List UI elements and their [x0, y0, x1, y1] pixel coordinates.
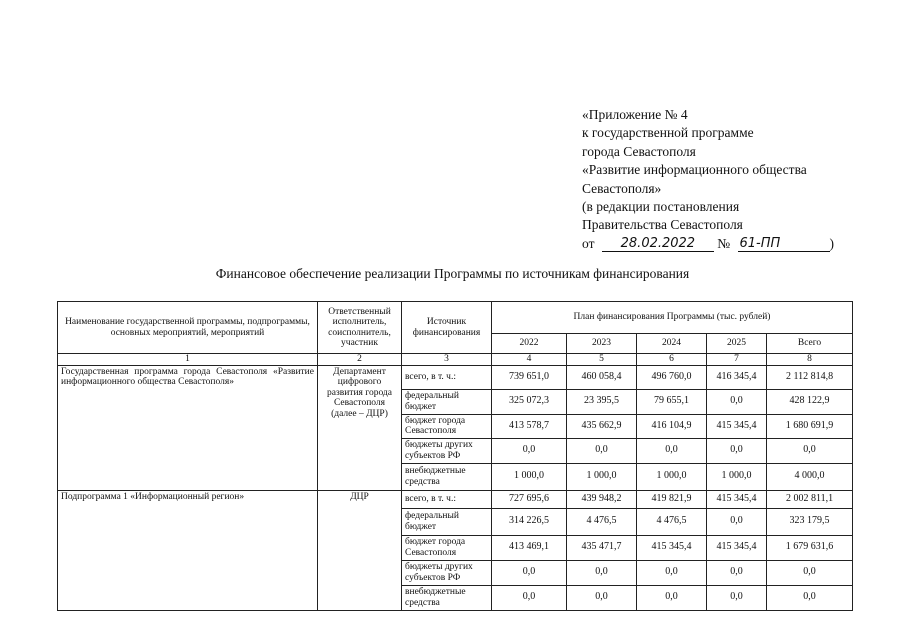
source-cell: федеральный бюджет — [402, 389, 492, 414]
value-cell: 415 345,4 — [707, 490, 767, 508]
column-number: 2 — [318, 354, 402, 366]
source-cell: бюджеты других субъектов РФ — [402, 438, 492, 463]
column-number: 4 — [492, 354, 567, 366]
total-cell: 1 679 631,6 — [767, 535, 853, 560]
column-number: 6 — [637, 354, 707, 366]
value-cell: 435 662,9 — [567, 414, 637, 438]
total-cell: 323 179,5 — [767, 508, 853, 535]
value-cell: 460 058,4 — [567, 365, 637, 389]
value-cell: 415 345,4 — [707, 414, 767, 438]
value-cell: 1 000,0 — [567, 463, 637, 490]
value-cell: 439 948,2 — [567, 490, 637, 508]
value-cell: 435 471,7 — [567, 535, 637, 560]
value-cell: 23 395,5 — [567, 389, 637, 414]
year-header: 2022 — [492, 334, 567, 354]
value-cell: 0,0 — [492, 560, 567, 585]
value-cell: 415 345,4 — [707, 535, 767, 560]
value-cell: 0,0 — [492, 585, 567, 610]
total-cell: 2 112 814,8 — [767, 365, 853, 389]
source-cell: бюджет города Севастополя — [402, 535, 492, 560]
column-number: 7 — [707, 354, 767, 366]
total-cell: 2 002 811,1 — [767, 490, 853, 508]
value-cell: 0,0 — [567, 438, 637, 463]
value-cell: 0,0 — [707, 389, 767, 414]
value-cell: 416 345,4 — [707, 365, 767, 389]
value-cell: 0,0 — [707, 560, 767, 585]
header-row — [58, 302, 853, 334]
column-number: 5 — [567, 354, 637, 366]
header-source: Источник финансирования — [402, 302, 492, 354]
value-cell: 415 345,4 — [637, 535, 707, 560]
value-cell: 419 821,9 — [637, 490, 707, 508]
value-cell: 0,0 — [637, 438, 707, 463]
value-cell: 0,0 — [707, 585, 767, 610]
value-cell: 739 651,0 — [492, 365, 567, 389]
header-responsible: Ответственный исполнитель, соисполнитель, участник — [318, 302, 402, 354]
resolution-number: 61-ПП — [738, 237, 830, 252]
total-cell: 0,0 — [767, 585, 853, 610]
source-cell: внебюджетные средства — [402, 585, 492, 610]
table-row — [58, 490, 853, 508]
from-label: от — [582, 235, 595, 251]
source-cell: федеральный бюджет — [402, 508, 492, 535]
value-cell: 4 476,5 — [567, 508, 637, 535]
header-name: Наименование государственной программы, подпрограммы, основных мероприятий, мероприятий — [58, 302, 318, 354]
source-cell: бюджеты других субъектов РФ — [402, 560, 492, 585]
value-cell: 0,0 — [492, 438, 567, 463]
source-cell: бюджет города Севастополя — [402, 414, 492, 438]
source-cell: внебюджетные средства — [402, 463, 492, 490]
header-plan: План финансирования Программы (тыс. рублей) — [492, 302, 853, 334]
column-number: 3 — [402, 354, 492, 366]
total-cell: 1 680 691,9 — [767, 414, 853, 438]
value-cell: 0,0 — [567, 585, 637, 610]
program-responsible: Департамент цифрового развития города Севастополя (далее – ДЦР) — [318, 365, 402, 490]
value-cell: 1 000,0 — [492, 463, 567, 490]
value-cell: 0,0 — [567, 560, 637, 585]
table-row — [58, 365, 853, 389]
value-cell: 727 695,6 — [492, 490, 567, 508]
appendix-line: Севастополя» — [582, 180, 662, 196]
column-number: 8 — [767, 354, 853, 366]
value-cell: 0,0 — [637, 560, 707, 585]
value-cell: 0,0 — [637, 585, 707, 610]
column-number-row — [58, 354, 853, 366]
number-label: № — [717, 235, 731, 251]
appendix-line: (в редакции постановления — [582, 199, 740, 215]
program-name: Государственная программа города Севастополя «Развитие информационного общества Севастополя» — [58, 365, 318, 490]
appendix-header — [582, 106, 882, 253]
appendix-line: города Севастополя — [582, 143, 696, 159]
total-cell: 428 122,9 — [767, 389, 853, 414]
value-cell: 314 226,5 — [492, 508, 567, 535]
year-header: 2024 — [637, 334, 707, 354]
source-cell: всего, в т. ч.: — [402, 490, 492, 508]
value-cell: 413 469,1 — [492, 535, 567, 560]
value-cell: 0,0 — [707, 438, 767, 463]
subprogram-responsible: ДЦР — [318, 490, 402, 610]
value-cell: 4 476,5 — [637, 508, 707, 535]
total-cell: 0,0 — [767, 438, 853, 463]
total-cell: 4 000,0 — [767, 463, 853, 490]
appendix-line: к государственной программе — [582, 125, 754, 141]
document-title: Финансовое обеспечение реализации Программы по источникам финансирования — [215, 266, 690, 281]
total-cell: 0,0 — [767, 560, 853, 585]
resolution-ref — [582, 235, 882, 253]
year-header: 2023 — [567, 334, 637, 354]
column-number: 1 — [58, 354, 318, 366]
closing-paren: ) — [829, 235, 834, 251]
value-cell: 0,0 — [707, 508, 767, 535]
value-cell: 496 760,0 — [637, 365, 707, 389]
value-cell: 79 655,1 — [637, 389, 707, 414]
appendix-line: Правительства Севастополя — [582, 217, 743, 233]
value-cell: 1 000,0 — [637, 463, 707, 490]
value-cell: 413 578,7 — [492, 414, 567, 438]
value-cell: 325 072,3 — [492, 389, 567, 414]
value-cell: 1 000,0 — [707, 463, 767, 490]
total-header: Всего — [767, 334, 853, 354]
appendix-line: «Развитие информационного общества — [582, 162, 807, 178]
subprogram-name: Подпрограмма 1 «Информационный регион» — [58, 490, 318, 610]
financing-table — [57, 301, 853, 611]
year-header: 2025 — [707, 334, 767, 354]
source-cell: всего, в т. ч.: — [402, 365, 492, 389]
value-cell: 416 104,9 — [637, 414, 707, 438]
resolution-date: 28.02.2022 — [602, 237, 714, 252]
appendix-line: «Приложение № 4 — [582, 107, 688, 122]
